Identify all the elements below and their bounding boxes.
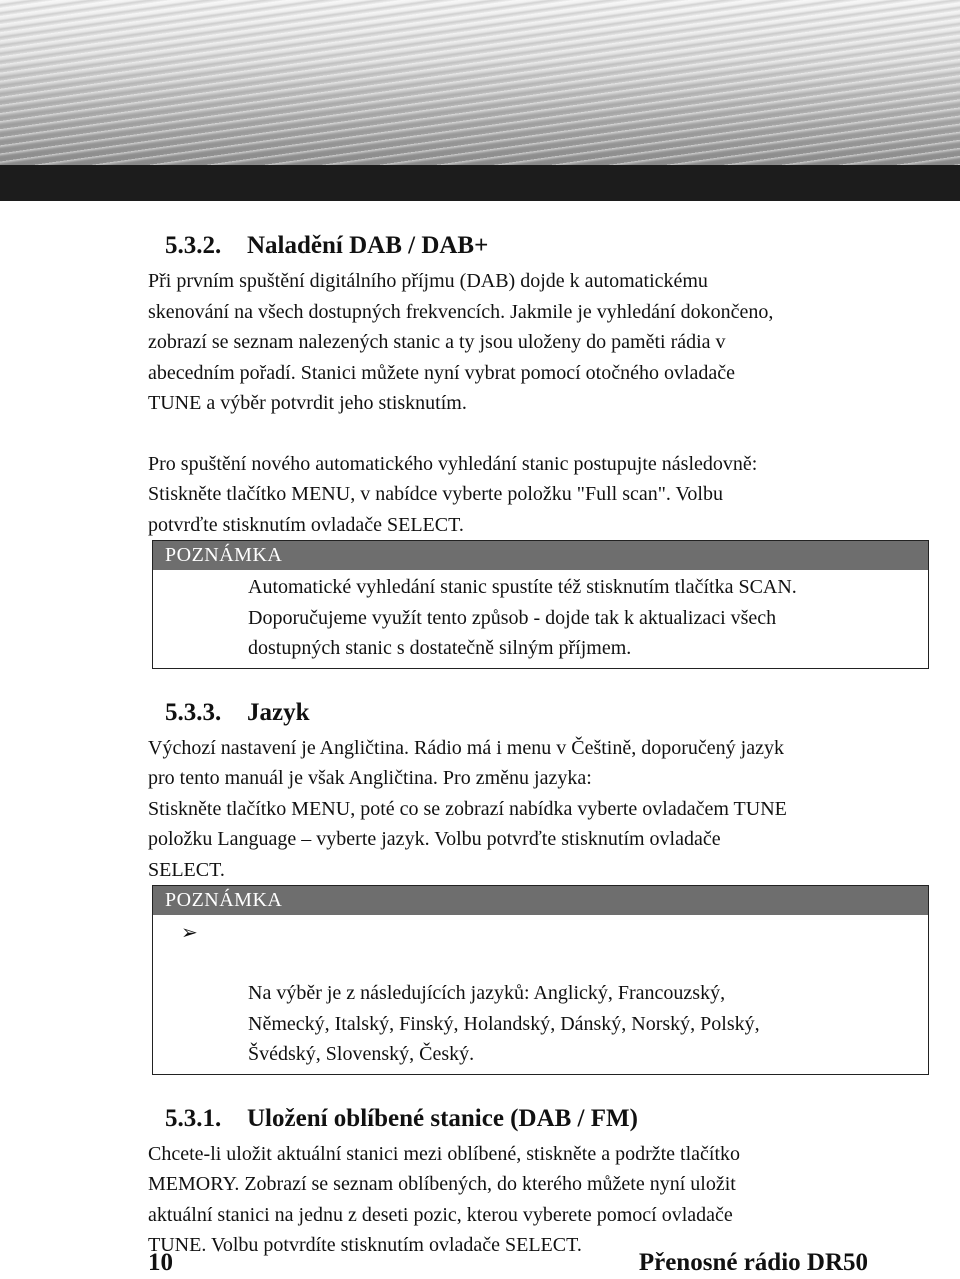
section-title: Jazyk — [247, 698, 310, 726]
header-bar — [0, 165, 960, 201]
paragraph: Při prvním spuštění digitálního příjmu (DAB) dojde k automatickému skenování na všech dostupných frekvencích. Jakmile je vyhledání dokončeno, zobrazí se seznam nalezených stanic a ty jsou uloženy do paměti rádia v abecedním pořadí. Stanici můžete nyní vybrat pomocí otočného ovladače TUNE a výběr potvrdit jeho stisknutím. — [148, 270, 774, 414]
note-label: POZNÁMKA — [153, 541, 928, 570]
document-title: Přenosné rádio DR50 — [638, 1249, 868, 1276]
paragraph: Pro spuštění nového automatického vyhledání stanic postupujte následovně: Stiskněte tlačítko MENU, v nabídce vyberte položku "Full scan". Volbu potvrďte stisknutím ovladače SELECT. — [148, 452, 758, 536]
note-text: Na výběr je z následujících jazyků: Anglický, Francouzský, Německý, Italský, Finský, Holandský, Dánský, Norský, Polský, Švédský, Slovenský, Český. — [248, 982, 760, 1065]
section-number: 5.3.2. — [165, 232, 222, 259]
paragraph: Výchozí nastavení je Angličtina. Rádio má i menu v Češtině, doporučený jazyk pro tento manuál je však Angličtina. Pro změnu jazyka: Stiskněte tlačítko MENU, poté co se zobrazí nabídka vyberte ovladačem TUNE položku Language – vyberte jazyk. Volbu potvrďte stisknutím ovladače SELECT. — [148, 736, 787, 881]
note-box — [152, 540, 929, 669]
note-text: Automatické vyhledání stanic spustíte též stisknutím tlačítka SCAN. Doporučujeme využít tento způsob - dojde tak k aktualizaci všech dostupných stanic s dostatečně silným příjmem. — [248, 576, 797, 659]
section-heading — [165, 228, 888, 264]
page-content — [148, 228, 888, 1261]
arrow-bullet-icon: ➢ — [181, 920, 198, 944]
section-heading — [165, 1101, 888, 1137]
note-box — [152, 885, 929, 1075]
note-label: POZNÁMKA — [153, 886, 928, 915]
note-list-item — [153, 915, 928, 1074]
paragraph: Chcete-li uložit aktuální stanici mezi oblíbené, stiskněte a podržte tlačítko MEMORY. Zobrazí se seznam oblíbených, do kterého můžete nyní uložit aktuální stanici na jednu z deseti pozic, kterou vyberete pomocí ovladače TUNE. Volbu potvrdíte stisknutím ovladače SELECT. — [148, 1142, 741, 1256]
section-number: 5.3.1. — [165, 1104, 222, 1132]
section-heading — [165, 695, 888, 731]
section-number: 5.3.3. — [165, 698, 222, 726]
page-number: 10 — [148, 1249, 173, 1276]
section-title: Uložení oblíbené stanice (DAB / FM) — [247, 1104, 638, 1132]
section-title: Naladění DAB / DAB+ — [247, 232, 489, 259]
header-banner — [0, 0, 960, 165]
